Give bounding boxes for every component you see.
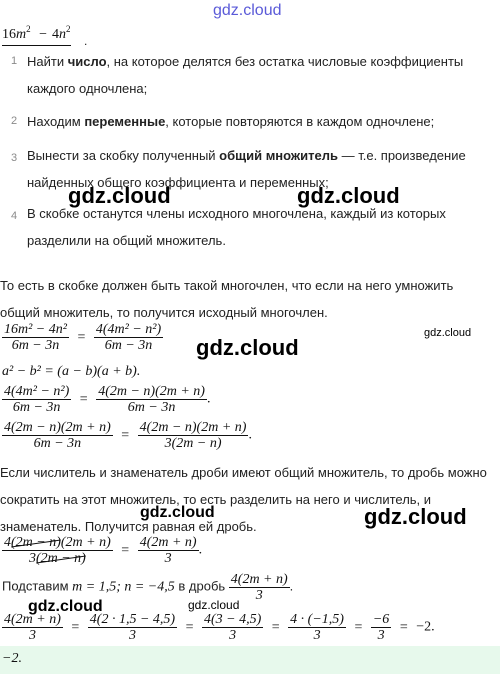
step-number-1: 1 [11, 55, 18, 67]
minus-sign: − [39, 27, 48, 42]
coef-16: 16 [2, 27, 16, 42]
watermark: gdz.cloud [424, 327, 472, 339]
equation-3: $\frac{4(2m - n)(2m + n)}{6m - 3n}$ = $\frac{4(2m - n)(2m + n)}{3(2m - n)}$ . [4, 420, 252, 451]
exp-2b: 2 [66, 24, 71, 34]
exp-2: 2 [26, 24, 31, 34]
paragraph-1: То есть в скобке должен быть такой многочлен, что если на него умножить общий множитель, то получится исходный многочлен. [0, 278, 454, 320]
intro-expression [2, 24, 71, 46]
step-number-3: 3 [11, 152, 18, 164]
paragraph-2: Если числитель и знаменатель дроби имеют общий множитель, то дробь можно сократить на этот множитель, то есть разделить на него и числитель, и знаменатель. Получится равная ей дробь. [0, 465, 487, 534]
identity-formula: a² − b² = (a − b)(a + b). [2, 364, 141, 379]
watermark: gdz.cloud [140, 504, 215, 521]
watermark: gdz.cloud [364, 504, 467, 529]
step-number-4: 4 [11, 210, 18, 222]
step-text-3: Вынести за скобку полученный общий множитель — т.е. произведение найденных общего коэффициента и переменных; [27, 148, 466, 190]
var-n: n [59, 27, 67, 42]
watermark: gdz.cloud [188, 598, 240, 612]
substitution-line: Подставим m = 1,5; n = −4,5 в дробь $\frac{4(2m + n)}{3}$ . [2, 572, 294, 603]
step-number-2: 2 [11, 115, 18, 127]
var-m: m [16, 27, 27, 42]
watermark: gdz.cloud [68, 183, 171, 208]
answer-value: −2. [2, 651, 22, 666]
step-text-2: Находим переменные, которые повторяются в каждом одночлене; [27, 114, 435, 129]
intro-dot: . [84, 34, 88, 48]
equation-4: $\frac{4(2m - n)(2m + n)}{3(2m - n)}$ = $\frac{4(2m + n)}{3}$ . [4, 535, 203, 566]
watermark: gdz.cloud [196, 335, 299, 360]
final-calculation: $\frac{4(2m + n)}{3}$ = $\frac{4(2 \cdot 1,5 - 4,5)}{3}$ = $\frac{4(3 - 4,5)}{3}$ = $\frac{4 \cdot (-1,5)}{3}$ = $\frac{-6}{3}$ = −2. [4, 612, 435, 643]
cancelled-factor-denominator: (2m − n) [35, 551, 86, 566]
equation-1: $\frac{\text{16m² − 4n²}}{6m - 3n}$ = $\frac{\text{4(4m² − n²)}}{6m - 3n}$ [4, 322, 162, 353]
watermark: gdz.cloud [297, 183, 400, 208]
step-text-1: Найти число, на которое делятся без остатка числовые коэффициенты каждого одночлена; [27, 54, 464, 96]
answer-box [0, 646, 500, 674]
coef-4: 4 [52, 27, 60, 42]
equation-2: $\frac{\text{4(4m² − n²)}}{6m - 3n}$ = $\frac{4(2m - n)(2m + n)}{6m - 3n}$ . [4, 384, 211, 415]
watermark: gdz.cloud [28, 598, 103, 615]
step-text-4: В скобке останутся члены исходного многочлена, каждый из которых разделили на общий множитель. [27, 206, 446, 248]
cancelled-factor-numerator: (2m − n) [11, 535, 61, 550]
watermark-top: gdz.cloud [213, 2, 282, 19]
